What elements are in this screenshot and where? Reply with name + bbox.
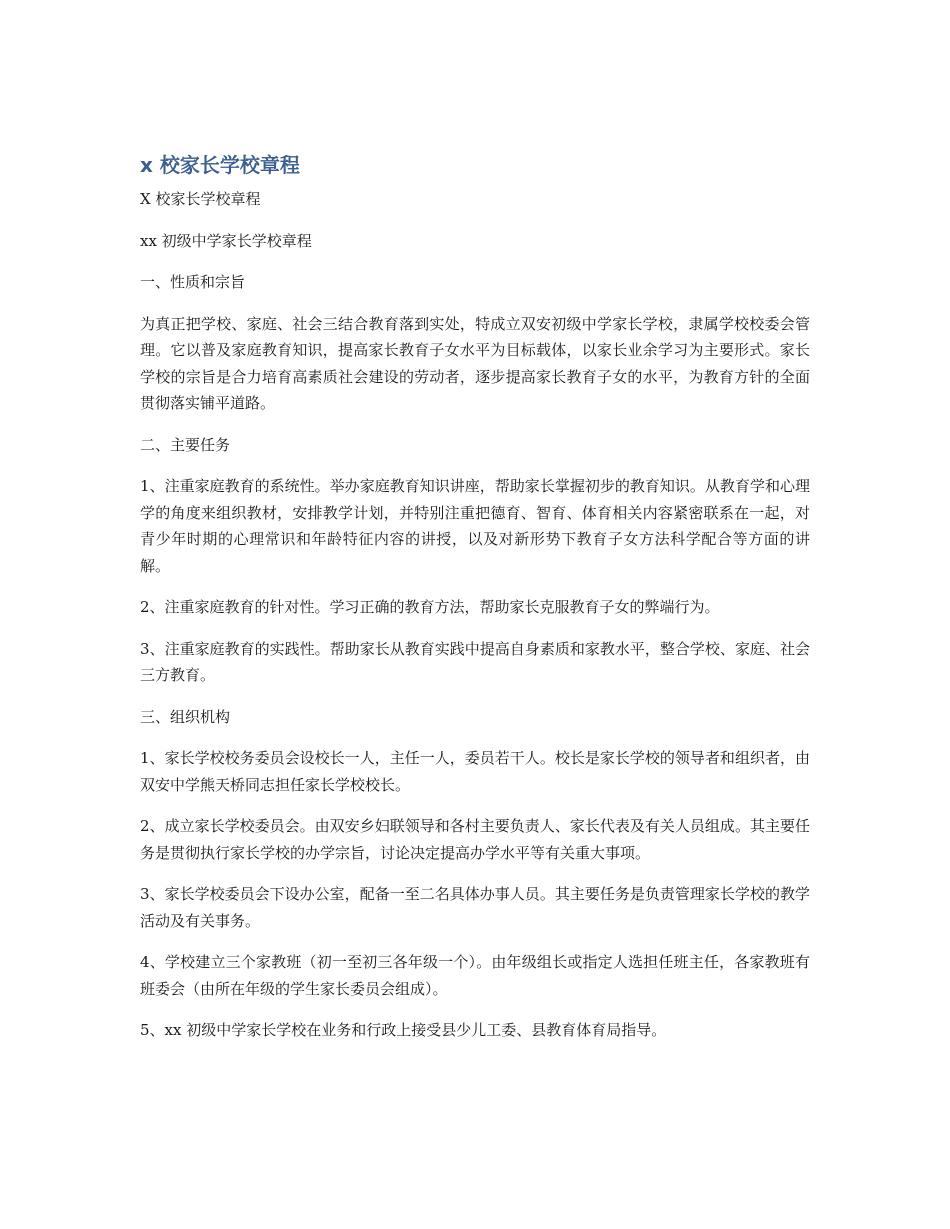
- task-item-3: 3、注重家庭教育的实践性。帮助家长从教育实践中提高自身素质和家教水平，整合学校、家庭、社会三方教育。: [140, 639, 810, 684]
- subtitle: X 校家长学校章程: [140, 190, 261, 208]
- task-item-2: 2、注重家庭教育的针对性。学习正确的教育方法，帮助家长克服教育子女的弊端行为。: [140, 598, 720, 616]
- document-body: [140, 150, 810, 1059]
- organization-item-1: 1、家长学校校务委员会设校长一人，主任一人，委员若干人。校长是家长学校的领导者和组织者，由双安中学熊天桥同志担任家长学校校长。: [140, 749, 810, 794]
- paragraph-nature-purpose: 为真正把学校、家庭、社会三结合教育落到实处，特成立双安初级中学家长学校，隶属学校校委会管理。它以普及家庭教育知识，提高家长教育子女水平为目标载体，以家长业余学习为主要形式。家长学校的宗旨是合力培育高素质社会建设的劳动者，逐步提高家长教育子女的水平，为教育方针的全面贯彻落实铺平道路。: [140, 314, 810, 412]
- task-item-1: 1、注重家庭教育的系统性。举办家庭教育知识讲座，帮助家长掌握初步的教育知识。从教育学和心理学的角度来组织教材，安排教学计划，并特别注重把德育、智育、体育相关内容紧密联系在一起，对青少年时期的心理常识和年龄特征内容的讲授，以及对新形势下教育子女方法科学配合等方面的讲解。: [140, 477, 810, 575]
- section-heading-organization: 三、组织机构: [140, 707, 231, 726]
- section-heading-nature: 一、性质和宗旨: [140, 273, 246, 291]
- school-charter-heading: xx 初级中学家长学校章程: [140, 231, 312, 250]
- organization-item-4: 4、学校建立三个家教班（初一至初三各年级一个）。由年级组长或指定人选担任班主任，各家教班有班委会（由所在年级的学生家长委员会组成）。: [140, 953, 810, 998]
- section-heading-tasks: 二、主要任务: [140, 435, 231, 454]
- organization-item-3: 3、家长学校委员会下设办公室，配备一至二名具体办事人员。其主要任务是负责管理家长学校的教学活动及有关事务。: [140, 885, 810, 930]
- organization-item-5: 5、xx 初级中学家长学校在业务和行政上接受县少儿工委、县教育体育局指导。: [140, 1021, 667, 1039]
- document-title: x 校家长学校章程: [140, 153, 300, 177]
- organization-item-2: 2、成立家长学校委员会。由双安乡妇联领导和各村主要负责人、家长代表及有关人员组成。其主要任务是贯彻执行家长学校的办学宗旨，讨论决定提高办学水平等有关重大事项。: [140, 817, 810, 862]
